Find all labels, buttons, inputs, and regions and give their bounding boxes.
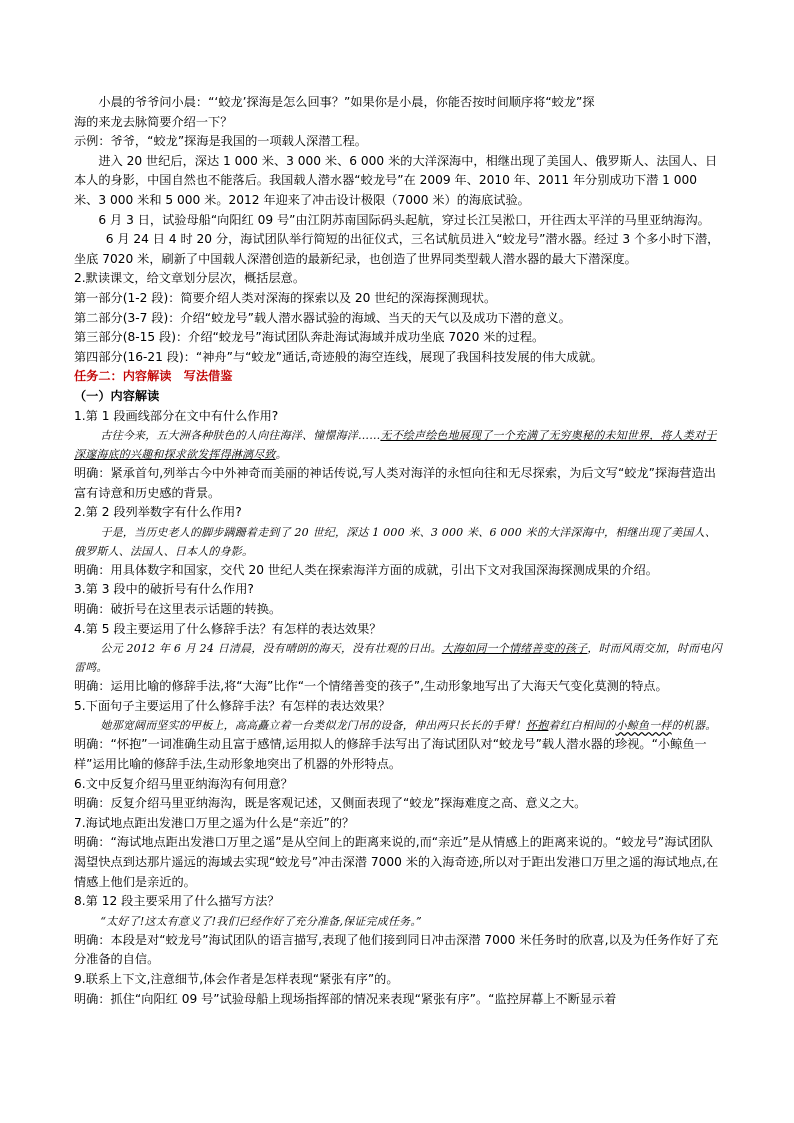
item-answer: 明确：反复介绍马里亚纳海沟，既是客观记述，又侧面表现了“蛟龙”探海难度之高、意义之大。 [74,796,587,811]
underlined-text: 无不绘声绘色地展现了一个充满了无穷奥秘的未知世界，将人类对于深邃海底的兴趣和探求欲发挥得淋漓尽致 [74,429,717,462]
task-heading: 任务二：内容解读 写法借鉴 [74,369,233,384]
quote-passage [74,639,722,677]
example-paragraph: 进入 20 世纪后，深达 1 000 米、3 000 米、6 000 米的大洋深海中，相继出现了美国人、俄罗斯人、法国人、日本人的身影，中国自然也不能落后。我国载人潜水器“蛟龙号”在 2009 年、2010 年、2011 年分别成功下潜 1 000 米、3 000 米和 5 000 米。2012 年迎来了冲击设计极限（7000 米）的海底试验。 [74,153,718,207]
quote-text: 的机器。 [671,719,717,733]
quote-passage [74,426,722,464]
example-paragraph: 6 月 3 日，试验母船“向阳红 09 号”由江阴苏南国际码头起航，穿过长江吴淞口，开往西太平洋的马里亚纳海沟。 [98,212,710,227]
quote-text: 着红白相间的 [548,719,616,733]
item-question: 2.第 2 段列举数字有什么作用? [74,505,242,520]
item-question: 8.第 12 段主要采用了什么描写方法？ [74,894,280,909]
example-line: 示例：爷爷，“蛟龙”探海是我国的一项载人深潜工程。 [74,134,367,149]
quote-text: 她那宽阔而坚实的甲板上，高高矗立着一台类似龙门吊的设备，伸出两只长长的手臂！ [100,719,526,733]
outline-part: 第四部分(16-21 段)：“神舟”与“蛟龙”通话,奇迹般的海空连线，展现了我国科技发展的伟大成就。 [74,349,603,364]
quote-text: 公元 2012 年 6 月 24 日清晨，没有晴朗的海天，没有壮观的日出。 [100,642,442,656]
item-question: 6.文中反复介绍马里亚纳海沟有何用意？ [74,776,293,791]
quote-text: 古往今来，五大洲各种肤色的人向往海洋、憧憬海洋…… [100,429,381,443]
outline-part: 第二部分(3-7 段)：介绍“蛟龙号”载人潜水器试验的海域、当天的天气以及成功下潜的意义。 [74,310,571,325]
quote-passage [74,716,722,735]
quote-text: ，时而风雨交加，时而电闪雷鸣。 [74,642,722,675]
question-title: 2.默读课文，给文章划分层次，概括层意。 [74,271,306,286]
item-answer: 明确：破折号在这里表示话题的转换。 [74,602,282,617]
question-line: 小晨的爷爷问小晨：“‘蛟龙’探海是怎么回事？”如果你是小晨，你能否按时间顺序将“蛟龙”探 [98,95,595,109]
item-answer: 明确：抓住“向阳红 09 号”试验母船上现场指挥部的情况来表现“紧张有序”。“监控屏幕上不断显示着 [74,991,617,1006]
item-question: 4.第 5 段主要运用了什么修辞手法？有怎样的表达效果？ [74,621,382,636]
item-question: 7.海试地点距出发港口万里之遥为什么是“亲近”的？ [74,815,355,830]
item-answer: 明确：用具体数字和国家，交代 20 世纪人类在探索海洋方面的成就，引出下文对我国深海探测成果的介绍。 [74,562,658,577]
item-question: 9.联系上下文,注意细节,体会作者是怎样表现“紧张有序”的。 [74,971,399,986]
quote-text: 。 [275,448,287,462]
quote-passage: “太好了!这太有意义了!我们已经作好了充分准备,保证完成任务。” [100,914,422,928]
item-answer: 明确：运用比喻的修辞手法,将“大海”比作“一个情绪善变的孩子”,生动形象地写出了大海天气变化莫测的特点。 [74,679,668,694]
question-line: 海的来龙去脉简要介绍一下？ [74,114,233,129]
quote-passage: 于是，当历史老人的脚步蹒跚着走到了 20 世纪，深达 1 000 米、3 000 米、6 000 米的大洋深海中，相继出现了美国人、俄罗斯人、法国人、日本人的身影。 [74,525,717,558]
outline-part: 第一部分(1-2 段)：简要介绍人类对深海的探索以及 20 世纪的深海探测现状。 [74,290,497,305]
item-answer: 明确：“怀抱”一词准确生动且富于感情,运用拟人的修辞手法写出了海试团队对“蛟龙号”载人潜水器的珍视。“小鲸鱼一样”运用比喻的修辞手法,生动形象地突出了机器的外形特点。 [74,737,707,772]
wavy-underlined-text: 小鲸鱼一样 [615,719,672,733]
item-question: 3.第 3 段中的破折号有什么作用? [74,582,254,597]
item-answer: 明确：“海试地点距出发港口万里之遥”是从空间上的距离来说的,而“亲近”是从情感上的距离来说的。“蛟龙号”海试团队渴望快点到达那片遥远的海域去实现“蛟龙号”冲击深潜 7000 米的入海奇迹,所以对于距出发港口万里之遥的海试地点,在情感上他们是亲近的。 [74,835,719,889]
underlined-text: 怀抱 [526,719,549,733]
item-question: 1.第 1 段画线部分在文中有什么作用? [74,408,279,423]
outline-part: 第三部分(8-15 段)：介绍“蛟龙号”海试团队奔赴海试海域并成功坐底 7020 米的过程。 [74,330,545,345]
document-page [74,93,722,1009]
underlined-text: 大海如同一个情绪善变的孩子 [441,642,588,656]
item-question: 5.下面句子主要运用了什么修辞手法？有怎样的表达效果？ [74,698,391,713]
item-answer: 明确：本段是对“蛟龙号”海试团队的语言描写,表现了他们接到同日冲击深潜 7000 米任务时的欣喜,以及为任务作好了充分准备的自信。 [74,932,719,967]
item-answer: 明确：紧承首句,列举古今中外神奇而美丽的神话传说,写人类对海洋的永恒向往和无尽探索，为后文写“蛟龙”探海营造出富有诗意和历史感的背景。 [74,466,716,500]
example-paragraph: 6 月 24 日 4 时 20 分，海试团队举行简短的出征仪式，三名试航员进入“蛟龙号”潜水器。经过 3 个多小时下潜，坐底 7020 米，刷新了中国载人深潜创造的最新纪录，也创造了世界同类型载人潜水器的最大下潜深度。 [74,232,720,266]
section-heading: （一）内容解读 [74,388,160,403]
